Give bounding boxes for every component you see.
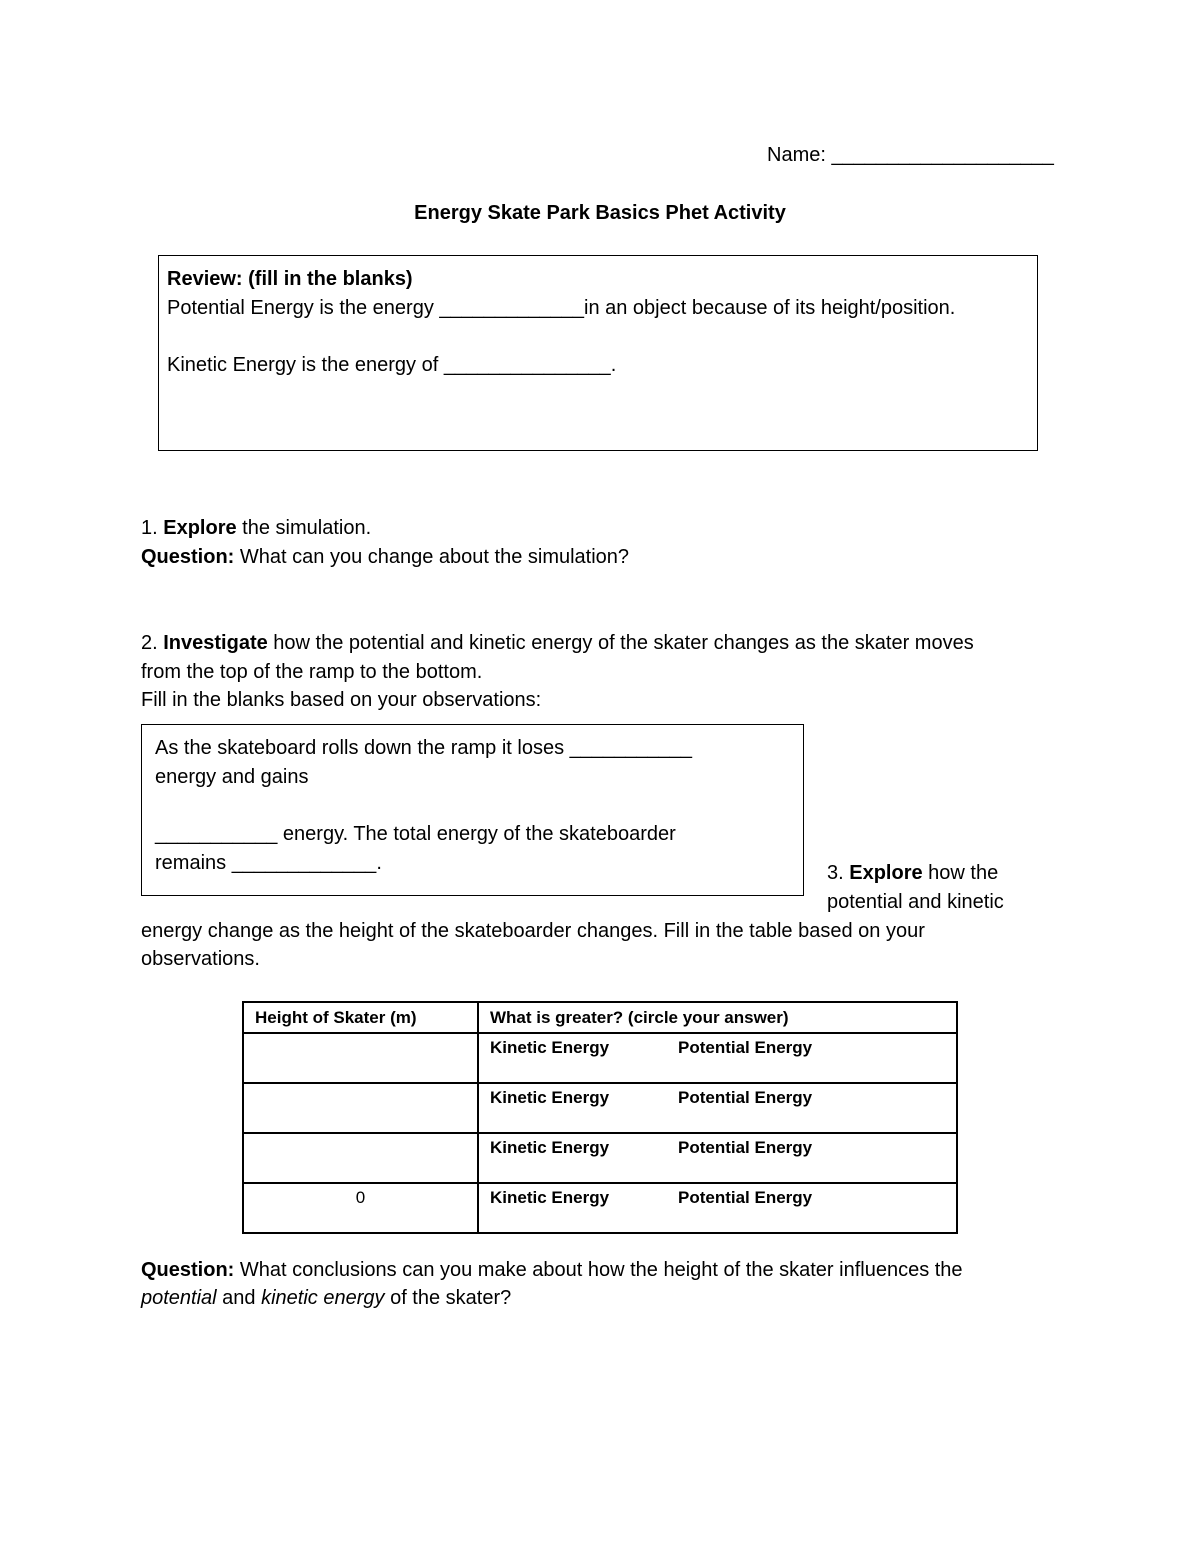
answer-cell [478, 1183, 957, 1233]
kinetic-energy-option[interactable]: Kinetic Energy [490, 1188, 610, 1207]
question-3-instruction-cont-2: energy change as the height of the skateboarder changes. Fill in the table based on your [141, 920, 925, 942]
name-label: Name: [767, 144, 826, 166]
question-1-question: Question: What can you change about the simulation? [141, 546, 630, 568]
answer-cell [478, 1033, 957, 1083]
question-1-instruction: 1. Explore the simulation. [141, 517, 372, 539]
blank-box-line-2: energy and gains [155, 766, 309, 788]
table-row [243, 1133, 957, 1183]
table-row [243, 1183, 957, 1233]
height-cell[interactable] [243, 1033, 478, 1083]
name-blank[interactable]: ____________________ [831, 144, 1054, 166]
conclusion-question-cont: potential and kinetic energy of the skater? [141, 1287, 512, 1309]
table-row [243, 1083, 957, 1133]
review-kinetic-line: Kinetic Energy is the energy of _______________. [167, 354, 617, 376]
blank-box-line-3: ___________ energy. The total energy of the skateboarder [155, 823, 676, 845]
potential-energy-option[interactable]: Potential Energy [678, 1188, 813, 1207]
name-field[interactable] [767, 141, 1054, 170]
height-cell[interactable] [243, 1083, 478, 1133]
question-3-instruction-cont: potential and kinetic [827, 891, 1004, 913]
question-3-instruction: 3. Explore how the [827, 862, 999, 884]
review-heading: Review: (fill in the blanks) [167, 268, 413, 290]
potential-energy-option[interactable]: Potential Energy [678, 1038, 813, 1057]
kinetic-energy-option[interactable]: Kinetic Energy [490, 1038, 610, 1057]
height-cell[interactable] [243, 1133, 478, 1183]
table-header-row [243, 1002, 957, 1033]
loses-energy-blank[interactable]: ___________ [569, 737, 693, 759]
blank-box-line-4: remains _____________. [155, 852, 382, 874]
question-3-instruction-cont-3: observations. [141, 948, 260, 970]
answer-cell [478, 1133, 957, 1183]
question-2-instruction: 2. Investigate how the potential and kinetic energy of the skater changes as the skater moves [141, 632, 974, 654]
review-potential-line: Potential Energy is the energy _____________in an object because of its height/position. [167, 297, 956, 319]
blank-box-line-1: As the skateboard rolls down the ramp it loses ___________ [155, 737, 693, 759]
table-row [243, 1033, 957, 1083]
height-cell[interactable]: 0 [243, 1183, 478, 1233]
potential-energy-blank[interactable]: _____________ [439, 297, 584, 319]
energy-table [242, 1001, 958, 1234]
question-2-fill-prompt: Fill in the blanks based on your observations: [141, 689, 542, 711]
review-box [158, 255, 1038, 451]
kinetic-energy-blank[interactable]: _______________ [443, 354, 611, 376]
question-2-instruction-cont: from the top of the ramp to the bottom. [141, 661, 483, 683]
conclusion-question: Question: What conclusions can you make about how the height of the skater influences the [141, 1259, 963, 1281]
fill-in-blank-box [141, 724, 804, 896]
potential-energy-option[interactable]: Potential Energy [678, 1088, 813, 1107]
table-header-greater: What is greater? (circle your answer) [478, 1002, 957, 1033]
kinetic-energy-option[interactable]: Kinetic Energy [490, 1138, 610, 1157]
gains-energy-blank[interactable]: ___________ [155, 823, 278, 845]
answer-cell [478, 1083, 957, 1133]
potential-energy-option[interactable]: Potential Energy [678, 1138, 813, 1157]
kinetic-energy-option[interactable]: Kinetic Energy [490, 1088, 610, 1107]
page-title: Energy Skate Park Basics Phet Activity [414, 202, 786, 224]
table-header-height: Height of Skater (m) [243, 1002, 478, 1033]
total-energy-blank[interactable]: _____________ [231, 852, 377, 874]
